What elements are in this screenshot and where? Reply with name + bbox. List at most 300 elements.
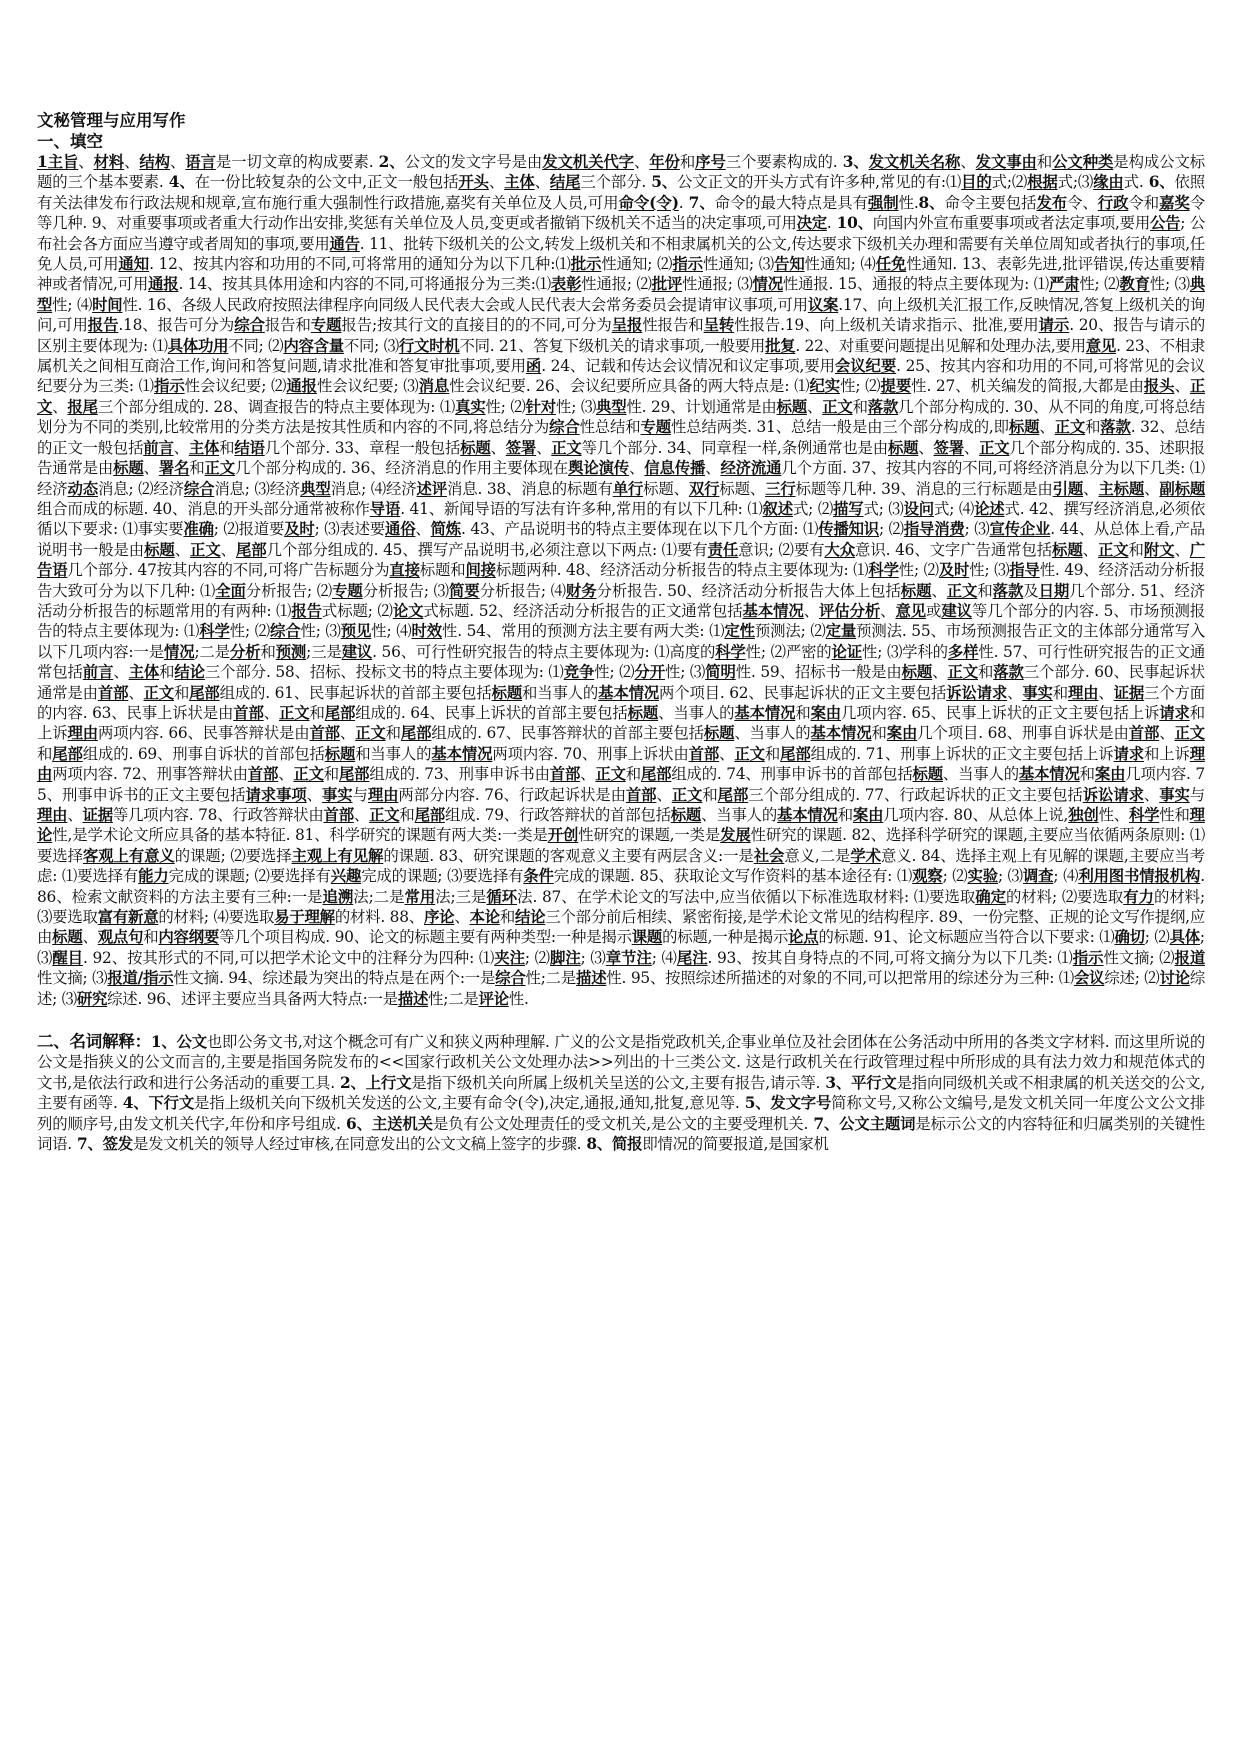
text-run: 是构成公文标题的三个基本要素.	[37, 153, 1205, 192]
answer-term: 请求事项	[245, 785, 307, 804]
text-run: 、	[353, 806, 370, 824]
text-run: 性通报; ⑶	[682, 275, 753, 294]
text-run: . 22、对重要问题提出见解和处理办法,要用	[795, 336, 1086, 355]
answer-term: 传播知识	[818, 520, 879, 539]
answer-term: 标题	[901, 663, 933, 682]
text-run: 性; ⑵	[898, 561, 939, 580]
answer-term: 尾部	[717, 785, 749, 804]
answer-term: 结语	[234, 438, 265, 457]
text-run: 和	[159, 663, 175, 682]
answer-term: 信息传播	[644, 459, 706, 478]
answer-term: 尾部	[780, 744, 811, 763]
text-run: 组成的. 71、刑事上诉状的正文主要包括上诉	[810, 744, 1114, 763]
answer-term: 诉讼请求	[1082, 785, 1144, 804]
answer-term: 社会	[753, 846, 785, 865]
text-run: 、	[719, 744, 735, 763]
answer-term: 通报	[286, 377, 317, 396]
text-run: ; 公布社会各方面应当遵守或者周知的事项,要用	[37, 214, 1205, 253]
answer-term: 简要	[448, 581, 480, 600]
answer-term: 批复	[765, 336, 796, 355]
definitions-paragraph	[37, 1031, 1205, 1154]
answer-term: 语言	[185, 153, 216, 171]
document-page	[37, 110, 1205, 1155]
text-run: 性通报. 15、通报的特点主要体现为: ⑴	[782, 275, 1049, 294]
answer-term: 诉讼请求	[946, 683, 1008, 702]
text-run: 性; ⑷	[371, 622, 412, 641]
answer-term: 结论	[174, 663, 205, 682]
text-run: 几个部分构成的. 36、经济消息的作用主要体现在	[235, 459, 569, 478]
text-run: 等几项内容. 78、行政答辩状由	[112, 806, 324, 824]
answer-term: 批评	[651, 275, 683, 294]
text-run: .	[826, 214, 832, 233]
text-run: 令和	[1128, 193, 1160, 212]
answer-term: 标题	[1052, 540, 1083, 559]
text-run: 组成. 79、行政答辩状的首部包括	[444, 806, 671, 824]
text-run: 、	[536, 438, 552, 457]
text-run: 和	[1085, 418, 1101, 437]
answer-term: 专题	[310, 316, 342, 335]
answer-term: 纪实	[809, 377, 841, 396]
answer-term: 行政	[1097, 193, 1129, 212]
text-run: 性; ⑵严密的	[745, 642, 832, 661]
text-run: 、	[124, 153, 140, 171]
text-run: 和	[385, 724, 401, 743]
text-run: 性. 95、按照综述所描述的对象的不同,可以把常用的综述分为三种: ⑴	[606, 969, 1074, 988]
text-run: 、	[1174, 377, 1190, 396]
answer-term: 案由	[810, 703, 842, 722]
text-run: 三个部分.	[580, 173, 646, 192]
text-run: ; ⑶	[998, 867, 1023, 886]
text-run: 完成的课题. 85、获取论文写作资料的基本途径有: ⑴	[553, 867, 913, 886]
answer-term: 动态	[67, 479, 98, 498]
answer-term: 报告	[291, 601, 322, 620]
text-run: 和	[499, 908, 515, 927]
answer-term: 定性	[724, 622, 755, 641]
item-number: 6、主送机关	[340, 1114, 433, 1133]
text-run: 和	[764, 744, 781, 763]
text-run: 性; ⑵	[229, 622, 270, 641]
answer-term: 科学	[868, 561, 899, 580]
text-run: 的标题,一种是揭示	[662, 928, 789, 947]
text-run: 命令主要包括	[944, 193, 1037, 212]
text-run: 在一份比较复杂的公文中,正文一般包括	[194, 173, 459, 192]
text-run: 完成的课题; ⑵要选择有	[168, 867, 331, 886]
text-run: 的材料; ⑵要选取	[1005, 887, 1124, 906]
text-run: 、	[932, 663, 948, 682]
answer-term: 醒目	[52, 948, 84, 967]
text-run: 几个方面. 37、按其内容的不同,可将经济消息分为以下几类: ⑴经济	[37, 459, 1205, 498]
text-run: 和	[1036, 153, 1053, 171]
text-run: ;三是	[306, 642, 342, 661]
answer-term: 批示	[570, 255, 602, 274]
text-run: 组成的. 74、刑事申诉书的首部包括	[671, 765, 913, 784]
text-run: 和	[702, 785, 718, 804]
text-run: 、	[113, 663, 129, 682]
text-run: 公文的发文字号是由	[404, 153, 543, 171]
answer-term: 日期	[1038, 581, 1070, 600]
answer-term: 引题	[1052, 479, 1084, 498]
text-run: 和	[871, 724, 887, 743]
text-run: 不同; ⑵	[228, 336, 284, 355]
answer-term: 正文	[734, 744, 765, 763]
answer-term: 章节注	[605, 948, 652, 967]
answer-term: 标题	[887, 438, 919, 457]
text-run: 和	[625, 765, 641, 784]
answer-term: 报道	[1174, 948, 1205, 967]
answer-term: 理由	[37, 806, 68, 824]
text-run: . 23、不相隶属机关之间相互商洽工作,询问和答复问题,请求批准和答复审批事项,要用	[37, 336, 1206, 376]
text-run: ; ⑷	[1053, 867, 1079, 886]
answer-term: 论证	[831, 642, 863, 661]
answer-term: 多样	[947, 642, 979, 661]
text-run: 性文摘. 94、综述最为突出的特点是在两个:一是	[173, 969, 496, 988]
text-run: 和	[219, 438, 235, 457]
document-title: 文秘管理与应用写作	[37, 111, 186, 130]
answer-term: 主观上有见解	[291, 846, 384, 865]
answer-term: 案由	[1094, 765, 1126, 784]
text-run: 标题两种. 48、经济活动分析报告的特点主要体现为: ⑴	[495, 561, 869, 580]
text-run: 、	[78, 153, 94, 171]
text-run: 的材料; ⑷要选取	[158, 908, 275, 927]
answer-term: 结构	[139, 153, 170, 171]
answer-term: 主体	[188, 438, 220, 457]
answer-term: 建议	[941, 601, 972, 620]
answer-term: 材料	[93, 153, 125, 171]
item-number: 7、签发	[71, 1135, 133, 1154]
answer-term: 正文	[979, 438, 1010, 457]
answer-term: 描写	[833, 499, 864, 518]
answer-term: 学术	[850, 846, 881, 865]
text-run: 三个要素构成的.	[725, 153, 838, 171]
text-run: 两部分内容. 76、行政起诉状是由	[398, 785, 626, 804]
answer-term: 宣传企业	[989, 520, 1051, 539]
text-run: 命令的最大特点是具有	[714, 193, 868, 212]
text-run: 的材料. 88、	[334, 908, 424, 927]
answer-term: 落款	[992, 581, 1024, 600]
answer-term: 会议	[1073, 969, 1105, 988]
answer-term: 指导消费	[903, 520, 965, 539]
text-run: 三个部分. 58、招标、投标文书的特点主要体现为: ⑴	[204, 663, 564, 682]
answer-term: 标题	[144, 540, 175, 559]
text-run: 式标题; ⑵	[321, 601, 393, 620]
text-run: 和	[37, 744, 53, 763]
text-run: 、	[52, 397, 68, 416]
answer-term: 评论	[478, 989, 509, 1008]
text-run: 性、	[1098, 806, 1129, 824]
section-heading-fill-in: 一、填空	[37, 132, 103, 151]
text-run: 预测法; ⑵	[754, 622, 826, 641]
answer-term: 确切	[1114, 928, 1145, 947]
answer-term: 请求	[1113, 744, 1144, 763]
text-run: . 32、总结的正文一般包括	[37, 418, 1205, 457]
text-run: 性. 27、机关编发的简报,大都是由	[911, 377, 1144, 396]
answer-term: 兴趣	[330, 867, 362, 886]
answer-term: 指示	[1072, 948, 1104, 967]
text-run: 等几个部分. 34、同章程一样,条例通常也是由	[581, 438, 888, 457]
text-run: 性; ⑶	[1149, 275, 1190, 294]
answer-term: 观点句	[97, 928, 144, 947]
answer-term: 消息	[418, 377, 450, 396]
answer-term: 观察	[912, 867, 943, 886]
answer-term: 事实	[321, 785, 353, 804]
text-run: 性; ⑵	[594, 663, 635, 682]
text-run: 性总结和	[579, 418, 641, 437]
answer-term: 广告语	[37, 540, 1205, 580]
answer-term: 落款	[867, 397, 899, 416]
answer-term: 科学	[199, 622, 230, 641]
text-run: 性. 16、各级人民政府按照法律程序向同级人民代表大会或人民代表大会常务委员会提请审议事项,可用	[122, 295, 808, 314]
answer-term: 正文	[37, 377, 1205, 416]
text-run: 、	[263, 703, 279, 722]
text-run: 、	[705, 459, 721, 478]
answer-term: 设问	[903, 499, 934, 518]
text-run: 几个部分组成的. 45、撰写产品说明书,必须注意以下两点: ⑴要有	[266, 540, 708, 559]
text-run: 和	[399, 806, 415, 824]
answer-term: 嘉奖	[1159, 193, 1190, 212]
answer-term: 尾部	[189, 683, 220, 702]
text-run: 、当事人的	[942, 765, 1019, 784]
answer-term: 综合	[495, 969, 526, 988]
text-run: 两项内容. 72、刑事答辩状由	[52, 765, 248, 784]
answer-term: 请示	[1038, 316, 1070, 335]
item-number: 10、	[831, 214, 873, 233]
text-run: 意义,二是	[784, 846, 851, 865]
text-run: 分析报告; ⑶	[362, 581, 449, 600]
text-run: 性; ⑶	[300, 622, 341, 641]
text-run: 与	[1189, 785, 1205, 804]
answer-term: 标题	[1008, 418, 1040, 437]
answer-term: 尾部	[400, 724, 432, 743]
text-run: 、	[580, 765, 596, 784]
answer-term: 首部	[309, 724, 340, 743]
text-run: 不同. 21、答复下级机关的请求事项,一般要用	[459, 336, 766, 355]
answer-term: 标题	[703, 724, 735, 743]
answer-term: 典型	[596, 397, 627, 416]
text-run: 、	[803, 601, 819, 620]
text-run: 和	[679, 153, 696, 171]
text-run: 即情况的简要报道,是国家机	[642, 1135, 829, 1154]
answer-term: 主体	[504, 173, 535, 192]
answer-term: 标题	[324, 744, 356, 763]
text-run: 是指向同级机关或不相隶属的机关送交的公文,主要有函等.	[37, 1073, 1205, 1113]
answer-term: 综合	[183, 479, 215, 498]
text-run: 不同; ⑶	[343, 336, 399, 355]
answer-term: 意见	[895, 601, 927, 620]
answer-term: 追溯	[322, 887, 354, 906]
answer-term: 直接	[389, 561, 420, 580]
text-run: 、	[67, 806, 83, 824]
text-run: 性,是学术论文所应具备的基本特征. 81、科学研究的课题有两大类:一类是	[52, 826, 548, 845]
answer-term: 能力	[138, 867, 169, 886]
text-run: ; ⑵	[879, 520, 904, 539]
answer-term: 指导	[1009, 561, 1040, 580]
text-run: 组成的. 73、刑事申诉书由	[369, 765, 550, 784]
answer-term: 综合	[270, 622, 301, 641]
answer-term: 真实	[455, 397, 486, 416]
text-run: 两个项目. 62、民事起诉状的正文主要包括	[659, 683, 947, 702]
text-run: 报告和	[264, 316, 311, 335]
answer-term: 尾部	[52, 744, 83, 763]
text-run: . 41、新闻导语的写法有许多种,常用的有以下几种: ⑴	[400, 499, 763, 518]
answer-term: 附文	[1143, 540, 1175, 559]
text-run: 的课题. 83、研究课题的客观意义主要有两层含义:一是	[383, 846, 754, 865]
answer-term: 描述	[576, 969, 607, 988]
answer-term: 呈转	[703, 316, 735, 335]
answer-term: 正文	[822, 397, 853, 416]
text-run: 和当事人的	[522, 683, 599, 702]
item-number: 3、平行文	[820, 1073, 897, 1092]
text-run: 和	[173, 683, 190, 702]
answer-term: 标题	[900, 581, 932, 600]
answer-term: 标题	[627, 703, 659, 722]
answer-term: 课题	[631, 928, 663, 947]
text-run: 性; ⑶	[664, 663, 706, 682]
text-run: 几个部分. 47按其内容的不同,可将广告标题分为	[67, 561, 390, 580]
text-run: 和	[978, 663, 994, 682]
text-run: 性研究的课题. 82、选择科学研究的课题,主要应当依循两条原则: ⑴要选择	[37, 826, 1205, 865]
text-run: . 86、检索文献资料的方法主要有三种:一是	[37, 867, 1205, 906]
answer-term: 本论	[469, 908, 500, 927]
answer-term: 强制	[867, 193, 899, 212]
text-run: .18、报告可分为	[118, 316, 235, 335]
text-run: 等几个项目构成. 90、论文的标题主要有两种类型:一种是揭示	[219, 928, 632, 947]
answer-term: 签署	[505, 438, 537, 457]
item-number: 5、	[645, 173, 677, 192]
text-run: ; ⑷	[651, 948, 677, 967]
item-number: 6、	[1143, 173, 1175, 192]
text-run: 、	[880, 601, 896, 620]
text-run: 报告;按其行文的直接目的的不同,可分为	[341, 316, 612, 335]
answer-term: 副标题	[1159, 479, 1205, 498]
text-run: 性;二是	[525, 969, 577, 988]
text-run: 两项内容. 70、刑事上诉状由	[492, 744, 689, 763]
text-run: 等几个部分的内容. 5、市场预测报告的特点主要体现为: ⑴	[37, 601, 1205, 641]
text-run: 是发文机关的领导人经过审核,在同意发出的公文文稿上签字的步骤.	[132, 1135, 582, 1154]
text-run: 和	[323, 765, 339, 784]
item-number: 2、	[373, 153, 405, 171]
text-run: 组成的. 69、刑事自诉状的首部包括	[82, 744, 325, 763]
text-run: 性. 54、常用的预测方法主要有两大类: ⑴	[441, 622, 725, 641]
answer-term: 任免	[875, 255, 907, 274]
text-run: 是负有公文处理责任的受文机关,是公文的主要受理机关.	[432, 1114, 809, 1133]
answer-term: 结论	[515, 908, 546, 927]
text-run: 的材料; ⑶要选取	[37, 887, 1205, 927]
text-run: ; ⑶	[964, 520, 990, 539]
answer-term: 结尾	[549, 173, 581, 192]
text-run: . 92、按其形式的不同,可以把学术论文中的注释分为四种: ⑴	[83, 948, 495, 967]
text-run: 、	[534, 173, 550, 192]
text-run: 意义. 84、选择主观上有见解的课题,主要应当考虑: ⑴要选择有	[37, 846, 1205, 886]
answer-term: 分开	[634, 663, 665, 682]
answer-term: 情况	[163, 642, 195, 661]
answer-term: 条件	[523, 867, 554, 886]
answer-term: 基本情况	[734, 703, 796, 722]
answer-term: 常用	[404, 887, 436, 906]
text-run: 性. 29、计划通常是由	[626, 397, 777, 416]
text-run: 、	[1159, 724, 1175, 743]
text-run: 、	[490, 438, 506, 457]
section-gap	[37, 1009, 1205, 1031]
text-run: 性.	[898, 193, 919, 212]
section-heading-definitions: 二、名词解释：	[37, 1032, 151, 1052]
text-run: 分析报告; ⑵	[245, 581, 333, 600]
answer-term: 案由	[852, 806, 884, 824]
text-run: 意识; ⑵要有	[738, 540, 825, 559]
answer-term: 正文	[204, 459, 236, 478]
text-run: . 20、报告与请示的区别主要体现为: ⑴	[37, 316, 1205, 355]
text-run: 、	[1143, 785, 1160, 804]
text-run: 、	[1039, 418, 1055, 437]
text-run: 性报告和	[642, 316, 704, 335]
answer-term: 尾部	[414, 806, 445, 824]
text-run: 和	[143, 928, 159, 947]
text-run: 两项内容. 66、民事答辩状是由	[97, 724, 310, 743]
answer-term: 间接	[465, 561, 496, 580]
text-run: 和	[309, 703, 325, 722]
text-run: 意识. 46、文字广告通常包括	[855, 540, 1053, 559]
answer-term: 正文	[1054, 418, 1086, 437]
text-run: 法;三是	[435, 887, 487, 906]
text-run: 和	[1128, 540, 1144, 559]
text-run: ;二是	[194, 642, 230, 661]
text-run: 和	[852, 397, 868, 416]
text-run: 式; ⑶	[863, 499, 904, 518]
text-run: 、当事人的	[734, 724, 811, 743]
text-run: 和	[977, 581, 993, 600]
text-run: 预测法. 55、市场预测报告正文的主体部分通常写入以下几项内容:一是	[37, 622, 1205, 661]
answer-term: 评估分析	[819, 601, 881, 620]
answer-term: 首部	[1128, 724, 1160, 743]
answer-term: 正文	[946, 581, 978, 600]
answer-term: 时间	[92, 295, 123, 314]
text-run: ; ⑵报道要	[213, 520, 285, 539]
text-run: 性通知; ⑶	[703, 255, 775, 274]
answer-term: 首部	[625, 785, 657, 804]
text-run: 性; ⑶学科的	[862, 642, 948, 661]
text-run: 性总结两类. 31、总结一般是由三个部分构成的,即	[670, 418, 1009, 437]
answer-term: 通俗	[385, 520, 416, 539]
answer-term: 基本情况	[598, 683, 660, 702]
answer-term: 落款	[993, 663, 1024, 682]
answer-term: 基本情况	[810, 724, 872, 743]
answer-term: 综合	[234, 316, 265, 335]
text-run: 、当事人的	[658, 703, 735, 722]
text-run: . 11、批转下级机关的公文,转发上级机关和不相隶属机关的公文,传达要求下级机关办理和需要有关单位周知或者执行的事项,任免人员,可用	[37, 234, 1205, 274]
text-run: 标题等几种. 39、消息的三行标题是由	[795, 479, 1053, 498]
answer-term: 时效	[411, 622, 442, 641]
text-run: 综述; ⑵	[1104, 969, 1160, 988]
text-run: 几个项目. 68、刑事自诉状是由	[917, 724, 1129, 743]
text-run: 及	[1023, 581, 1039, 600]
text-run: 消息; ⑶经济	[214, 479, 301, 498]
text-run: 、	[1082, 540, 1098, 559]
text-run: 几个部分构成的. 35、述职报告通常是由	[37, 438, 1205, 478]
text-run: 性; ⑵	[840, 377, 881, 396]
answer-term: 首部	[247, 765, 279, 784]
answer-term: 述评	[416, 479, 447, 498]
answer-term: 会议纪要	[834, 357, 897, 376]
text-run: 、	[306, 785, 322, 804]
text-run: . 14、按其具体用途和内容的不同,可将通报分为三类:⑴	[178, 275, 551, 294]
text-run: 、	[1098, 683, 1114, 702]
answer-term: 序论	[423, 908, 455, 927]
text-run: 和	[1079, 765, 1095, 784]
answer-term: 尾部	[640, 765, 672, 784]
answer-term: 尾部	[235, 540, 267, 559]
text-run: 性文摘; ⑶	[37, 969, 108, 988]
text-run: 是标示公文的内容特征和归属类别的关键性词语.	[37, 1114, 1205, 1154]
answer-term: 舆论演传	[568, 459, 630, 478]
